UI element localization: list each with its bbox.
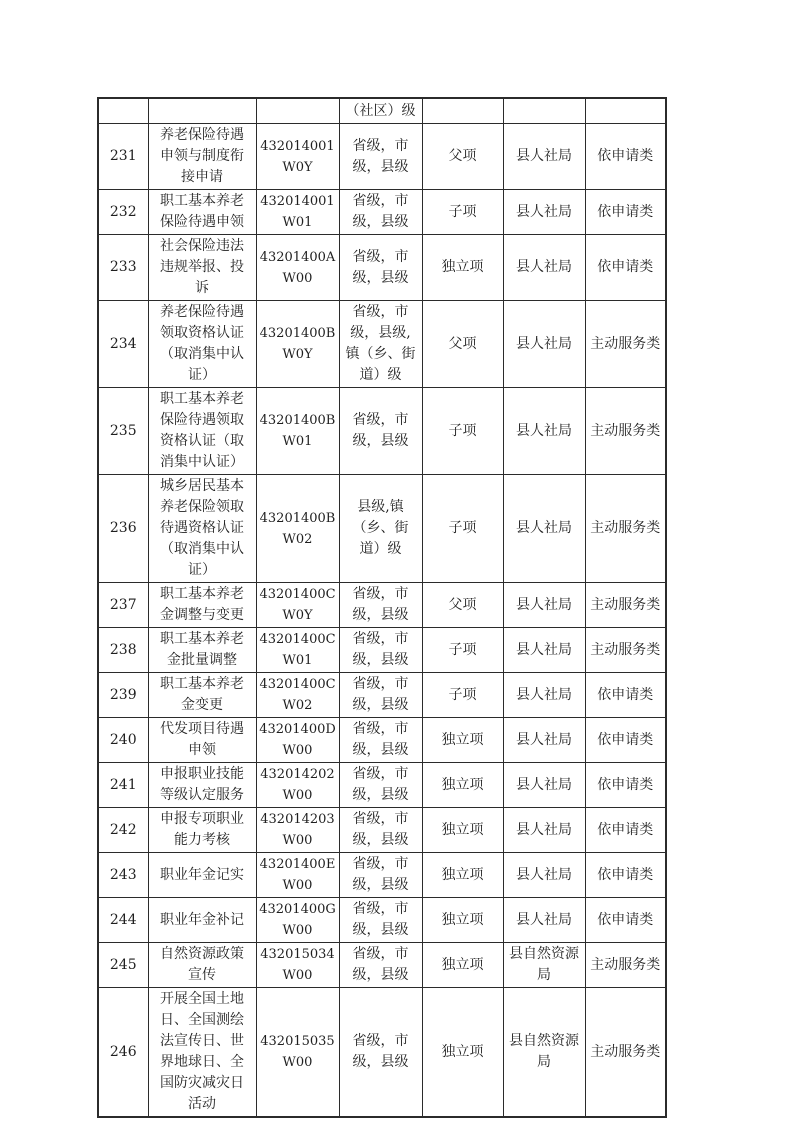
cell-number: 233 — [98, 235, 148, 301]
table-row-244 — [98, 898, 666, 943]
cell-department: 县自然资源局 — [503, 943, 585, 988]
cell-level: 省级，市级，县级 — [339, 988, 422, 1118]
table-row-236 — [98, 475, 666, 583]
cell-department: 县人社局 — [503, 301, 585, 388]
cell-level: 省级，市级，县级 — [339, 943, 422, 988]
cell-code: 43201400BW02 — [256, 475, 339, 583]
cell-number: 232 — [98, 190, 148, 235]
cell-code: 43201400GW00 — [256, 898, 339, 943]
cell-code: 432015035W00 — [256, 988, 339, 1118]
cell-item-type: 子项 — [422, 673, 503, 718]
cell-level: （社区）级 — [339, 98, 422, 124]
table-row-241 — [98, 763, 666, 808]
cell-item-type: 子项 — [422, 388, 503, 475]
cell-department: 县人社局 — [503, 718, 585, 763]
cell-service-name: 职业年金补记 — [148, 898, 256, 943]
cell-number: 236 — [98, 475, 148, 583]
cell-department — [503, 98, 585, 124]
cell-service-type: 依申请类 — [585, 718, 666, 763]
cell-service-name: 职工基本养老保险待遇申领 — [148, 190, 256, 235]
cell-code: 43201400BW01 — [256, 388, 339, 475]
table-row-242 — [98, 808, 666, 853]
cell-department: 县人社局 — [503, 673, 585, 718]
table-row-238 — [98, 628, 666, 673]
cell-department: 县人社局 — [503, 190, 585, 235]
table-row-233 — [98, 235, 666, 301]
cell-code: 43201400DW00 — [256, 718, 339, 763]
cell-code: 43201400CW01 — [256, 628, 339, 673]
cell-code: 43201400CW02 — [256, 673, 339, 718]
cell-number: 240 — [98, 718, 148, 763]
cell-number: 235 — [98, 388, 148, 475]
cell-number: 246 — [98, 988, 148, 1118]
cell-level: 省级，市级，县级 — [339, 190, 422, 235]
cell-number — [98, 98, 148, 124]
cell-department: 县人社局 — [503, 235, 585, 301]
cell-level: 省级，市级，县级 — [339, 898, 422, 943]
cell-code: 432014001W01 — [256, 190, 339, 235]
cell-service-name: 职工基本养老金变更 — [148, 673, 256, 718]
cell-level: 省级，市级，县级 — [339, 763, 422, 808]
cell-item-type: 父项 — [422, 583, 503, 628]
cell-level: 省级，市级，县级,镇（乡、街道）级 — [339, 301, 422, 388]
table-row-232 — [98, 190, 666, 235]
cell-service-type: 主动服务类 — [585, 943, 666, 988]
cell-service-name: 职工基本养老金调整与变更 — [148, 583, 256, 628]
cell-service-name: 养老保险待遇领取资格认证（取消集中认证） — [148, 301, 256, 388]
cell-number: 237 — [98, 583, 148, 628]
cell-code: 43201400EW00 — [256, 853, 339, 898]
table-row-240 — [98, 718, 666, 763]
cell-number: 231 — [98, 124, 148, 190]
cell-item-type: 独立项 — [422, 853, 503, 898]
cell-service-name: 自然资源政策宣传 — [148, 943, 256, 988]
cell-service-name: 申报职业技能等级认定服务 — [148, 763, 256, 808]
cell-item-type: 父项 — [422, 301, 503, 388]
cell-service-type: 依申请类 — [585, 853, 666, 898]
cell-service-name: 职工基本养老保险待遇领取资格认证（取消集中认证） — [148, 388, 256, 475]
cell-number: 239 — [98, 673, 148, 718]
cell-level: 省级，市级，县级 — [339, 124, 422, 190]
cell-item-type: 独立项 — [422, 898, 503, 943]
cell-number: 241 — [98, 763, 148, 808]
cell-department: 县人社局 — [503, 763, 585, 808]
cell-level: 省级，市级，县级 — [339, 388, 422, 475]
cell-code: 432014202W00 — [256, 763, 339, 808]
cell-service-type: 依申请类 — [585, 673, 666, 718]
cell-code: 43201400AW00 — [256, 235, 339, 301]
table-row-234 — [98, 301, 666, 388]
cell-service-type: 依申请类 — [585, 124, 666, 190]
cell-service-type: 依申请类 — [585, 808, 666, 853]
cell-service-name: 开展全国土地日、全国测绘法宣传日、世界地球日、全国防灾减灾日活动 — [148, 988, 256, 1118]
cell-service-type: 依申请类 — [585, 190, 666, 235]
table-body — [98, 98, 666, 1117]
cell-code: 432014001W0Y — [256, 124, 339, 190]
cell-department: 县人社局 — [503, 583, 585, 628]
cell-item-type: 独立项 — [422, 763, 503, 808]
cell-number: 242 — [98, 808, 148, 853]
cell-number: 234 — [98, 301, 148, 388]
services-table — [97, 97, 667, 1118]
cell-item-type: 子项 — [422, 190, 503, 235]
cell-service-type: 主动服务类 — [585, 301, 666, 388]
cell-department: 县人社局 — [503, 808, 585, 853]
table-row-239 — [98, 673, 666, 718]
cell-department: 县人社局 — [503, 898, 585, 943]
cell-service-name: 职业年金记实 — [148, 853, 256, 898]
carryover-row — [98, 98, 666, 124]
cell-item-type: 子项 — [422, 628, 503, 673]
cell-department: 县人社局 — [503, 853, 585, 898]
cell-service-type: 依申请类 — [585, 235, 666, 301]
cell-department: 县人社局 — [503, 475, 585, 583]
cell-level: 省级，市级，县级 — [339, 583, 422, 628]
cell-number: 238 — [98, 628, 148, 673]
cell-item-type: 独立项 — [422, 988, 503, 1118]
cell-code: 432015034W00 — [256, 943, 339, 988]
cell-service-type: 依申请类 — [585, 898, 666, 943]
cell-service-type: 主动服务类 — [585, 475, 666, 583]
cell-service-name: 城乡居民基本养老保险领取待遇资格认证（取消集中认证） — [148, 475, 256, 583]
cell-item-type: 子项 — [422, 475, 503, 583]
cell-item-type: 父项 — [422, 124, 503, 190]
cell-service-type: 主动服务类 — [585, 388, 666, 475]
cell-number: 243 — [98, 853, 148, 898]
cell-service-type: 依申请类 — [585, 763, 666, 808]
cell-item-type: 独立项 — [422, 718, 503, 763]
cell-department: 县人社局 — [503, 124, 585, 190]
table-row-231 — [98, 124, 666, 190]
cell-item-type: 独立项 — [422, 943, 503, 988]
cell-department: 县自然资源局 — [503, 988, 585, 1118]
cell-level: 省级，市级，县级 — [339, 718, 422, 763]
cell-item-type — [422, 98, 503, 124]
cell-number: 244 — [98, 898, 148, 943]
table-row-246 — [98, 988, 666, 1118]
cell-item-type: 独立项 — [422, 808, 503, 853]
cell-level: 省级，市级，县级 — [339, 808, 422, 853]
cell-code: 43201400CW0Y — [256, 583, 339, 628]
cell-code: 43201400BW0Y — [256, 301, 339, 388]
cell-department: 县人社局 — [503, 628, 585, 673]
cell-level: 省级，市级，县级 — [339, 853, 422, 898]
cell-level: 省级，市级，县级 — [339, 673, 422, 718]
cell-service-type: 主动服务类 — [585, 583, 666, 628]
cell-service-type: 主动服务类 — [585, 988, 666, 1118]
table-row-243 — [98, 853, 666, 898]
cell-service-name — [148, 98, 256, 124]
cell-code — [256, 98, 339, 124]
table-row-235 — [98, 388, 666, 475]
cell-service-name: 养老保险待遇申领与制度衔接申请 — [148, 124, 256, 190]
cell-service-name: 申报专项职业能力考核 — [148, 808, 256, 853]
cell-level: 省级，市级，县级 — [339, 235, 422, 301]
cell-service-name: 职工基本养老金批量调整 — [148, 628, 256, 673]
table-row-237 — [98, 583, 666, 628]
cell-level: 县级,镇（乡、街道）级 — [339, 475, 422, 583]
cell-service-name: 社会保险违法违规举报、投诉 — [148, 235, 256, 301]
cell-service-type — [585, 98, 666, 124]
cell-department: 县人社局 — [503, 388, 585, 475]
cell-level: 省级，市级，县级 — [339, 628, 422, 673]
cell-service-name: 代发项目待遇申领 — [148, 718, 256, 763]
cell-number: 245 — [98, 943, 148, 988]
table-row-245 — [98, 943, 666, 988]
cell-service-type: 主动服务类 — [585, 628, 666, 673]
cell-item-type: 独立项 — [422, 235, 503, 301]
cell-code: 432014203W00 — [256, 808, 339, 853]
